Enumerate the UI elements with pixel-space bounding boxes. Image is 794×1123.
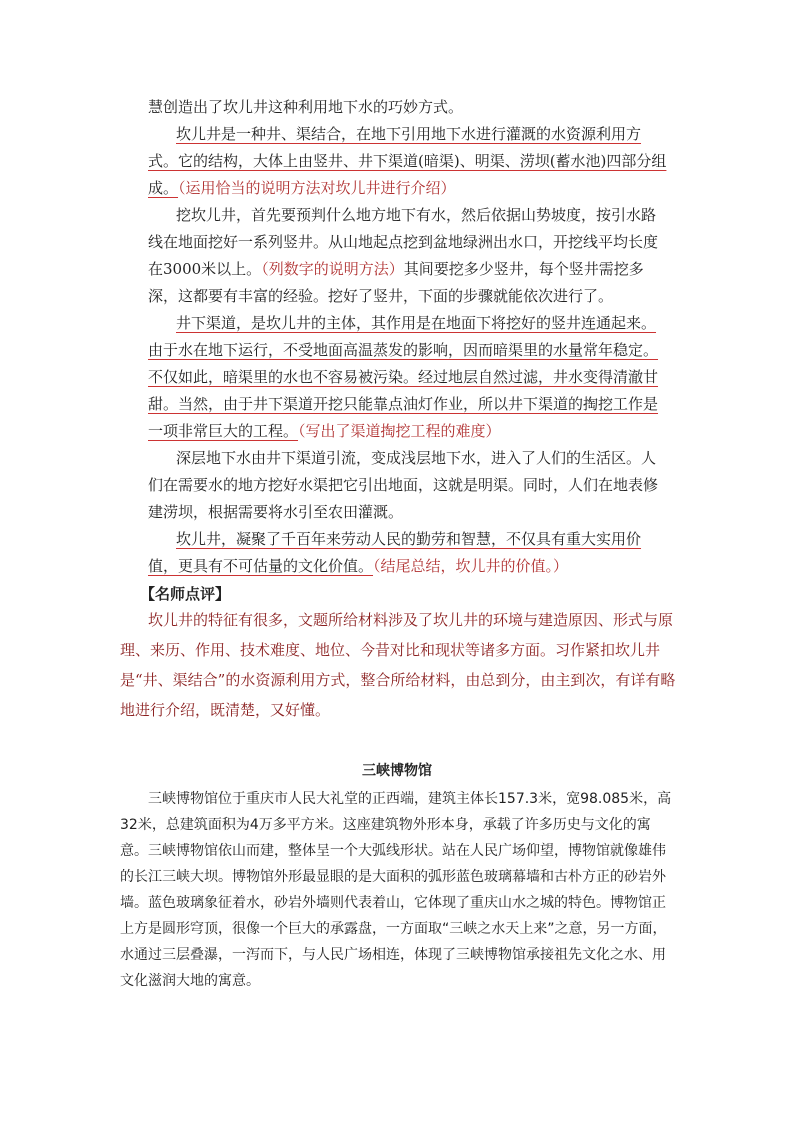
essay-paragraph-structure — [148, 121, 670, 202]
museum-title: 三峡博物馆 — [362, 763, 432, 779]
museum-paragraph-2: 三峡博物馆依山而建，整体呈一个大弧线形状。站在人民广场仰望，博物馆就像雄伟的长江三峡大坝。博物馆外形最显眼的是大面积的弧形蓝色玻璃幕墙和古朴方正的砂岩外墙。蓝色玻璃象征着水，砂岩外墙则代表着山，它体现了重庆山水之城的特色。博物馆正上方是圆形穹顶，很像一个巨大的承露盘，一方面取“三峡之水天上来”之意，另一方面，水通过三层叠瀑，一泻而下，与人民广场相连，体现了三峡博物馆承接祖先文化之水、用文化滋润大地的寓意。 — [120, 843, 667, 989]
critique-body: 坎儿井的特征有很多，文题所给材料涉及了坎儿井的环境与建造原因、形式与原理、来历、作用、技术难度、地位、今昔对比和现状等诸多方面。习作紧扣坎儿井是“井、渠结合”的水资源利用方式，整合所给材料，由总到分，由主到次，有详有略地进行介绍，既清楚，又好懂。 — [120, 611, 676, 719]
digging-text-a: 挖坎儿井，首先要预判什么地方地下有水，然后依据山势坡度，按引水路线在地面挖好一系列竖井。从山地起点挖到盆地绿洲出水口，开挖线平均长度在3000米以上。 — [148, 206, 659, 278]
digging-annotation: （列数字的说明方法） — [261, 260, 404, 278]
conclusion-annotation: （结尾总结，坎儿井的价值。） — [373, 557, 569, 575]
structure-annotation: （运用恰当的说明方法对坎儿井进行介绍） — [178, 179, 456, 197]
essay-paragraph-conclusion — [148, 526, 670, 580]
open-channel-text: 深层地下水由井下渠道引流，变成浅层地下水，进入了人们的生活区。人们在需要水的地方挖好水渠把它引出地面，这就是明渠。同时，人们在地表修建涝坝，根据需要将水引至农田灌溉。 — [148, 449, 659, 521]
structure-text: 坎儿井是一种井、渠结合，在地下引用地下水进行灌溉的水资源利用方式。它的结构，大体上由竖井、井下渠道(暗渠)、明渠、涝坝(蓄水池)四部分组成。 — [148, 125, 667, 197]
essay-paragraph-channel — [148, 310, 670, 445]
essay-paragraph-intro — [148, 94, 670, 121]
museum-paragraph-1: 三峡博物馆位于重庆市人民大礼堂的正西端，建筑主体长157.3米，宽98.085米，高32米，总建筑面积为4万多平方米。这座建筑物外形本身，承载了许多历史与文化的寓意。 — [120, 791, 672, 859]
essay-paragraph-open-channel — [148, 445, 670, 526]
channel-text: 井下渠道，是坎儿井的主体，其作用是在地面下将挖好的竖井连通起来。由于水在地下运行，不受地面高温蒸发的影响，因而暗渠里的水量常年稳定。不仅如此，暗渠里的水也不容易被污染。经过地层自然过滤，井水变得清澈甘甜。当然，由于井下渠道开挖只能靠点油灯作业，所以井下渠道的掏挖工作是一项非常巨大的工程。 — [148, 314, 659, 440]
essay-paragraph-intro-text: 慧创造出了坎儿井这种利用地下水的巧妙方式。 — [148, 98, 464, 116]
critique-heading: 【名师点评】 — [140, 585, 231, 603]
essay-paragraph-digging — [148, 202, 670, 310]
digging-text-b: 其间要挖多少竖井，每个竖井需挖多深，这都要有丰富的经验。挖好了竖井，下面的步骤就能依次进行了。 — [148, 260, 644, 305]
conclusion-text: 坎儿井，凝聚了千百年来劳动人民的勤劳和智慧，不仅具有重大实用价值，更具有不可估量的文化价值。 — [148, 530, 642, 575]
channel-annotation: （写出了渠道掏挖工程的难度） — [298, 422, 501, 440]
